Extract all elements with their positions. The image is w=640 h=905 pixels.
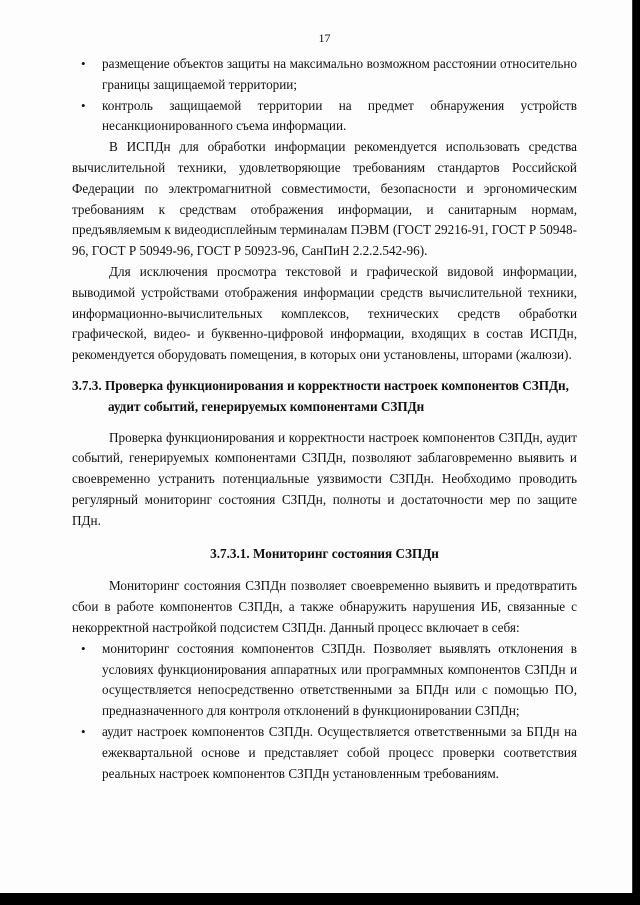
bullet-list-bottom — [72, 639, 577, 785]
paragraph-check: Проверка функционирования и корректности настроек компонентов СЗПДн, аудит событий, генерируемых компонентами СЗПДн, позволяют заблаговременно выявить и своевременно устранить потенциальные уязвимости СЗПДн. Необходимо проводить регулярный мониторинг состояния СЗПДн, полноты и достаточности мер по защите ПДн. — [72, 429, 577, 528]
list-item — [72, 96, 577, 138]
paragraph-curtains: Для исключения просмотра текстовой и графической видовой информации, выводимой устройствами отображения информации средств вычислительной техники, информационно-вычислительных комплексов, технических средств обработки графической, видео- и буквенно-цифровой информации, входящих в состав ИСПДн, рекомендуется оборудовать помещения, в которых они установлены, шторами (жалюзи). — [72, 263, 577, 363]
bullet-list-top — [72, 54, 577, 137]
section-heading: 3.7.3. Проверка функционирования и корректности настроек компонентов СЗПДн, аудит событий, генерируемых компонентами СЗПДн — [72, 377, 569, 414]
bullet-icon: • — [81, 723, 86, 739]
list-item — [72, 54, 577, 96]
bullet-icon: • — [81, 97, 86, 113]
paragraph-monitoring: Мониторинг состояния СЗПДн позволяет своевременно выявить и предотвратить сбои в работе компонентов СЗПДн, а также обнаружить нарушения ИБ, связанные с некорректной настройкой подсистем СЗПДн. Данный процесс включает в себя: — [72, 578, 577, 635]
list-item-text: мониторинг состояния компонентов СЗПДн. Позволяет выявлять отклонения в условиях функционирования аппаратных или программных компонентов СЗПДн и осуществляется непосредственно ответственными за БПДн или с помощью ПО, предназначенного для контроля отклонений в функционировании СЗПДн; — [102, 640, 577, 719]
paragraph-equipment: В ИСПДн для обработки информации рекомендуется использовать средства вычислительной техники, удовлетворяющие требованиям стандартов Российской Федерации по электромагнитной совместимости, безопасности и эргономическим требованиям к средствам отображения информации, и санитарным нормам, предъявляемым к видеодисплейным терминалам ПЭВМ (ГОСТ 29216-91, ГОСТ Р 50948-96, ГОСТ Р 50949-96, ГОСТ Р 50923-96, СанПиН 2.2.2.542-96). — [72, 139, 577, 259]
page-content — [72, 30, 577, 784]
bullet-icon: • — [81, 640, 86, 656]
list-item-text: размещение объектов защиты на максимально возможном расстоянии относительно границы защищаемой территории; — [102, 56, 577, 92]
list-item-text: контроль защищаемой территории на предмет обнаружения устройств несанкционированного съема информации. — [102, 97, 577, 134]
list-item — [72, 722, 577, 784]
list-item — [72, 639, 577, 722]
page-number: 17 — [318, 31, 331, 45]
list-item-text: аудит настроек компонентов СЗПДн. Осуществляется ответственными за БПДн на ежеквартальной основе и представляет собой процесс проверки соответствия реальных настроек компонентов СЗПДн установленным требованиям. — [102, 723, 577, 781]
subsection-heading: 3.7.3.1. Мониторинг состояния СЗПДн — [210, 545, 439, 561]
bullet-icon: • — [81, 56, 86, 71]
